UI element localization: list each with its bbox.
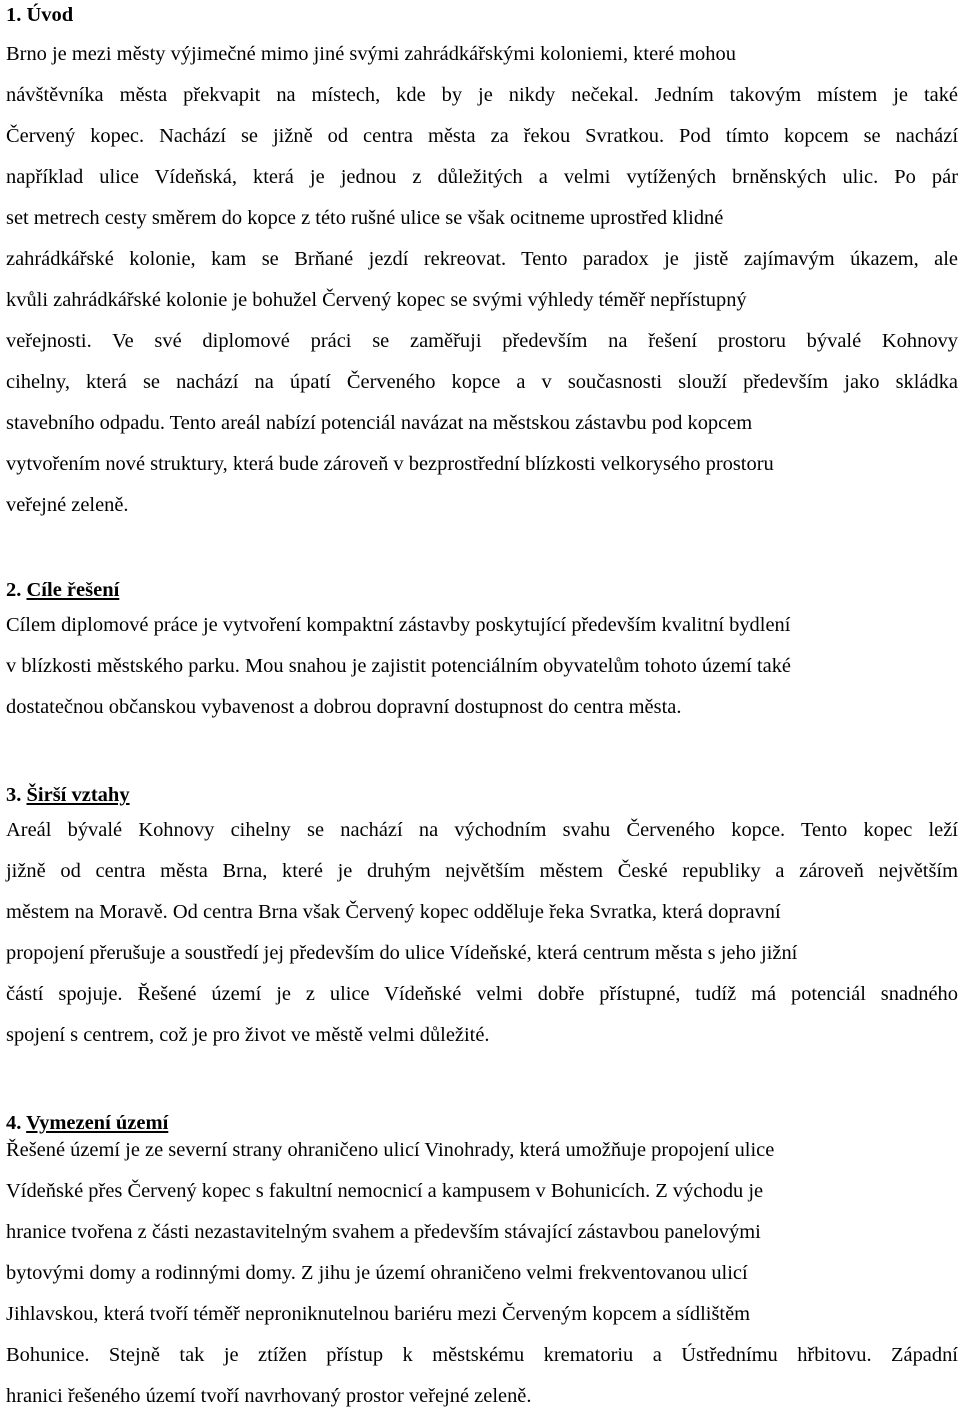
text-line: kvůli zahrádkářské kolonie je bohužel Červený kopec se svými výhledy téměř nepřístupný	[6, 289, 747, 311]
text-line: spojení s centrem, což je pro život ve městě velmi důležité.	[6, 1024, 490, 1046]
section-wider-relations	[6, 780, 958, 1056]
section-body	[6, 605, 958, 728]
section-body	[6, 810, 958, 1056]
text-line: veřejné zeleně.	[6, 494, 129, 516]
section-title: Širší vztahy	[26, 784, 130, 806]
text-line: Areál bývalé Kohnovy cihelny se nachází na východním svahu Červeného kopce. Tento kopec leží	[6, 819, 958, 841]
text-line: v blízkosti městského parku. Mou snahou je zajistit potenciálním obyvatelům tohoto území také	[6, 655, 791, 677]
text-line: Červený kopec. Nachází se jižně od centra města za řekou Svratkou. Pod tímto kopcem se nachází	[6, 125, 958, 147]
text-line: Vídeňské přes Červený kopec s fakultní nemocnicí a kampusem v Bohunicích. Z východu je	[6, 1180, 764, 1202]
text-line: dostatečnou občanskou vybavenost a dobrou dopravní dostupnost do centra města.	[6, 696, 682, 718]
section-body	[6, 1130, 958, 1417]
text-line: stavebního odpadu. Tento areál nabízí potenciál navázat na městskou zástavbu pod kopcem	[6, 412, 753, 434]
section-number: 3.	[6, 784, 22, 806]
section-heading	[6, 0, 958, 30]
text-line: jižně od centra města Brna, které je druhým největším městem České republiky a zároveň největším	[6, 860, 958, 882]
text-line: Cílem diplomové práce je vytvoření kompaktní zástavby poskytující především kvalitní bydlení	[6, 614, 791, 636]
section-heading	[6, 575, 958, 605]
text-line: hranici řešeného území tvoří navrhovaný prostor veřejné zeleně.	[6, 1385, 532, 1407]
section-intro	[6, 0, 958, 526]
text-line: hranice tvořena z části nezastavitelným svahem a především stávající zástavbou panelovými	[6, 1221, 761, 1243]
text-line: propojení přerušuje a soustředí jej především do ulice Vídeňské, která centrum města s jeho jižní	[6, 942, 798, 964]
text-line: set metrech cesty směrem do kopce z této rušné ulice se však ocitneme uprostřed klidné	[6, 207, 724, 229]
section-goals	[6, 575, 958, 728]
text-line: veřejnosti. Ve své diplomové práci se zaměřuji především na řešení prostoru bývalé Kohnovy	[6, 330, 958, 352]
text-line: Jihlavskou, která tvoří téměř neproniknutelnou bariéru mezi Červeným kopcem a sídlištěm	[6, 1303, 751, 1325]
section-title: Úvod	[26, 4, 74, 26]
section-heading	[6, 780, 958, 810]
text-line: návštěvníka města překvapit na místech, kde by je nikdy nečekal. Jedním takovým místem je také	[6, 84, 958, 106]
text-line: Brno je mezi městy výjimečné mimo jiné svými zahrádkářskými koloniemi, které mohou	[6, 43, 736, 65]
section-title: Cíle řešení	[26, 579, 120, 601]
text-line: cihelny, která se nachází na úpatí Červeného kopce a v současnosti slouží především jako skládka	[6, 371, 958, 393]
text-line: městem na Moravě. Od centra Brna však Červený kopec odděluje řeka Svratka, která dopravní	[6, 901, 781, 923]
section-area-definition	[6, 1108, 958, 1417]
text-line: vytvořením nové struktury, která bude zároveň v bezprostřední blízkosti velkorysého prostoru	[6, 453, 774, 475]
text-line: bytovými domy a rodinnými domy. Z jihu je území ohraničeno velmi frekventovanou ulicí	[6, 1262, 748, 1284]
section-body	[6, 34, 958, 526]
text-line: Řešené území je ze severní strany ohraničeno ulicí Vinohrady, která umožňuje propojení ulice	[6, 1139, 775, 1161]
text-line: zahrádkářské kolonie, kam se Brňané jezdí rekreovat. Tento paradox je jistě zajímavým úkazem, ale	[6, 248, 958, 270]
section-number: 4.	[6, 1112, 22, 1134]
section-number: 2.	[6, 579, 22, 601]
text-line: částí spojuje. Řešené území je z ulice Vídeňské velmi dobře přístupné, tudíž má potenciál snadného	[6, 983, 958, 1005]
section-number: 1.	[6, 4, 22, 26]
section-title: Vymezení území	[26, 1112, 169, 1134]
text-line: Bohunice. Stejně tak je ztížen přístup k městskému krematoriu a Ústřednímu hřbitovu. Západní	[6, 1344, 958, 1366]
text-line: například ulice Vídeňská, která je jednou z důležitých a velmi vytížených brněnských ulic. Po pár	[6, 166, 958, 188]
